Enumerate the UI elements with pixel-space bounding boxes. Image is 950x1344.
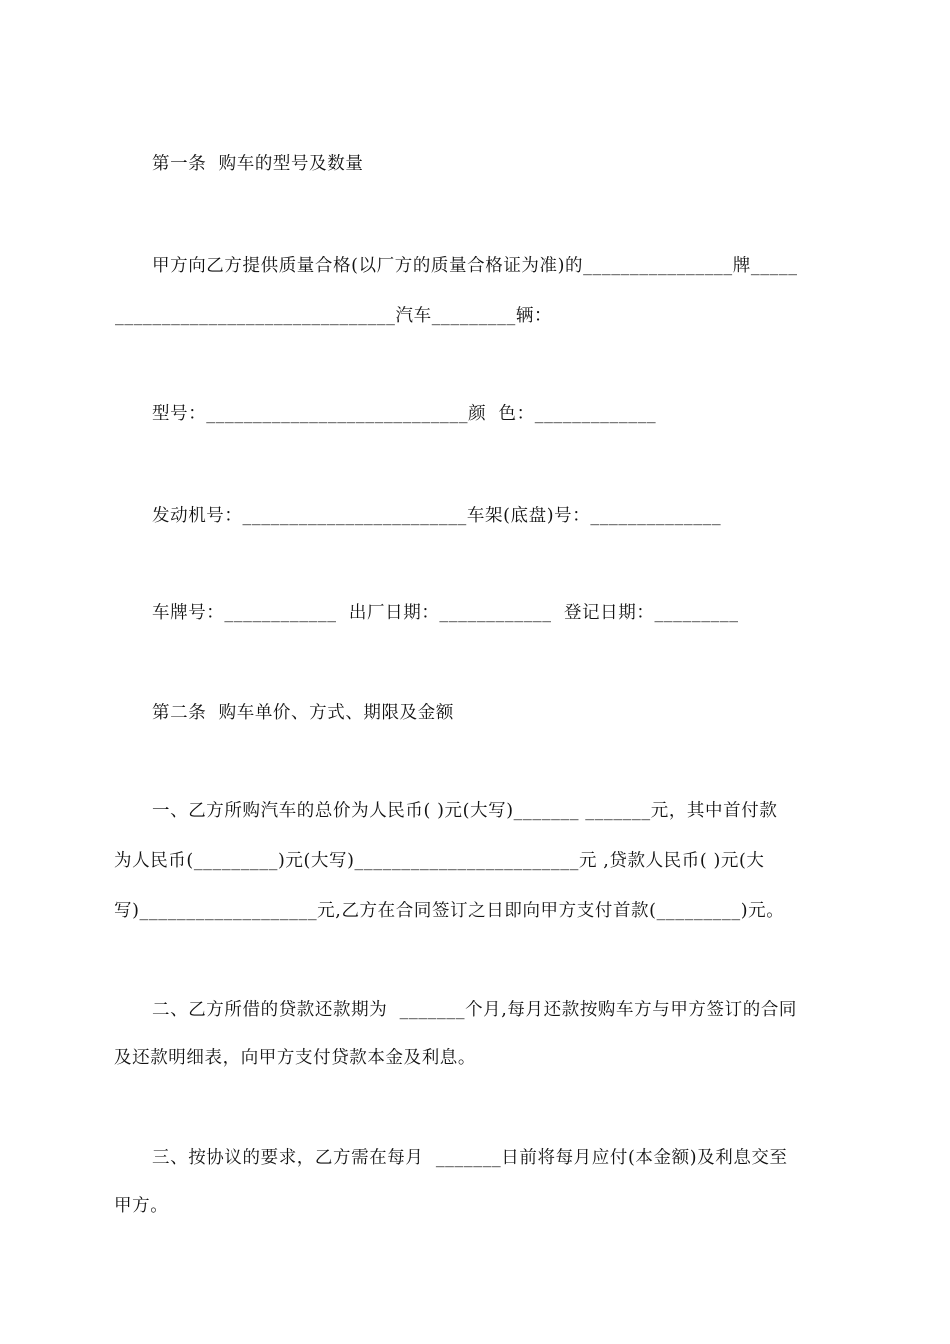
- clause-1-line-2: 为人民币(_________)元(大写)________________________元 ,贷款人民币( )元(大: [114, 851, 765, 871]
- engine-frame-line: 发动机号：________________________车架(底盘)号：______________: [152, 506, 722, 526]
- model-color-line: 型号：____________________________颜 色：_____________: [152, 404, 657, 424]
- brand-line: 甲方向乙方提供质量合格(以厂方的质量合格证为准)的________________牌_____: [152, 256, 798, 276]
- clause-3-line-2: 甲方。: [114, 1196, 169, 1216]
- article-1-heading: 第一条 购车的型号及数量: [152, 154, 364, 174]
- clause-1-line-3: 写)___________________元,乙方在合同签订之日即向甲方支付首款(_________)元。: [114, 901, 785, 921]
- clause-2-line-2: 及还款明细表，向甲方支付贷款本金及利息。: [114, 1048, 476, 1068]
- clause-1-line-1: 一、乙方所购汽车的总价为人民币( )元(大写)_______ _______元，其中首付款: [152, 801, 778, 821]
- clause-3-line-1: 三、按协议的要求，乙方需在每月 _______日前将每月应付(本金额)及利息交至: [152, 1148, 788, 1168]
- plate-dates-line: 车牌号：____________ 出厂日期：____________ 登记日期：_________: [152, 603, 739, 623]
- clause-2-line-1: 二、乙方所借的贷款还款期为 _______个月,每月还款按购车方与甲方签订的合同: [152, 1000, 798, 1020]
- vehicle-quantity-line: ______________________________汽车_________辆：: [115, 306, 553, 326]
- article-2-heading: 第二条 购车单价、方式、期限及金额: [152, 703, 454, 723]
